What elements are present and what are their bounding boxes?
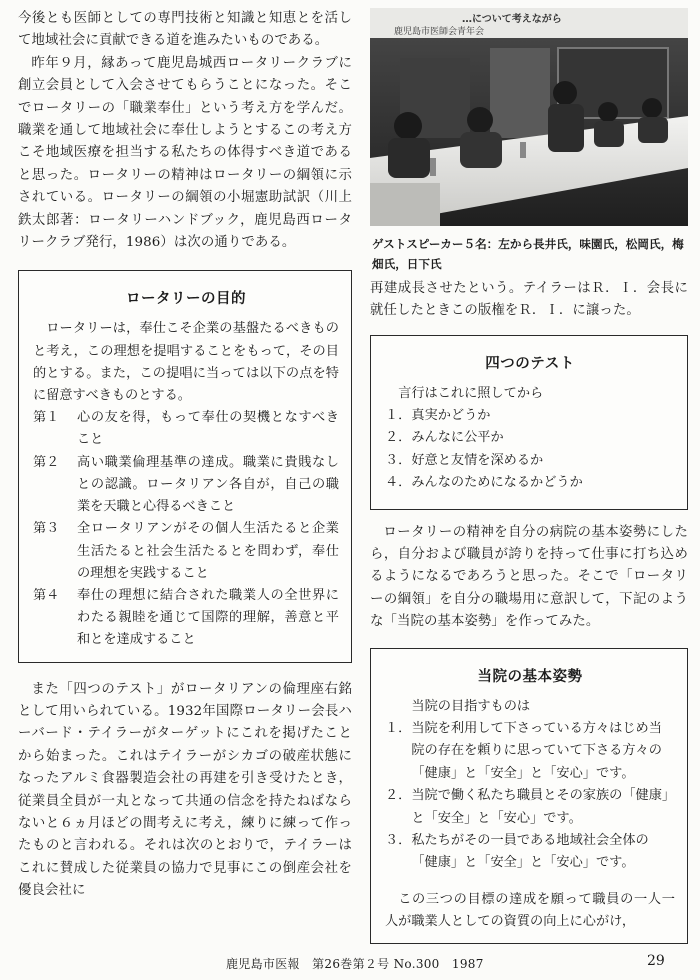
hospital-policy-paragraph: ロータリーの精神を自分の病院の基本姿勢にしたら，自分および職員が誇りを持って仕事に打ち込めるようになるであろうと思った。そこで「ロータリーの綱領」を自分の職場用に意訳して，下記のような「当院の基本姿勢」を作ってみた。 — [370, 524, 688, 630]
purpose-item-text: 高い職業倫理基準の達成。職業に貴賎なしとの認識。ロータリアン各自が，自己の職業を天職と心得るべきこと — [77, 454, 339, 515]
rebuild-paragraph: 再建成長させたという。テイラーはＲ．Ｉ．会長に就任したときこの版権をＲ．Ｉ．に譲った。 — [370, 281, 688, 319]
rotary-purpose-box — [18, 270, 352, 662]
purpose-item-label: 第１ — [33, 410, 60, 426]
four-test-box — [370, 335, 688, 510]
hospital-policy-intro: 当院の目指すものは — [411, 698, 531, 714]
banner-line-1: …について考えながら — [462, 14, 562, 25]
policy-item-text: 私たちがその一員である地域社会全体の「健康」と「安全」と「安心」です。 — [411, 832, 649, 871]
hospital-policy-title: 当院の基本姿勢 — [477, 668, 583, 685]
hospital-policy-closing: この三つの目標の達成を願って職員の一人一人が職業人としての資質の向上に心がけ， — [385, 891, 675, 929]
policy-item-number: ３． — [385, 832, 412, 848]
intro-paragraph: 今後とも医師としての専門技術と知識と知恵とを活して地域社会に貢献できる道を進みたいものである。 — [18, 11, 352, 49]
four-test-item-number: ３． — [385, 452, 412, 468]
four-test-intro: 言行はこれに照してから — [398, 385, 544, 401]
photo-caption: ゲストスピーカー５名：左から長井氏，味園氏，松岡氏，梅畑氏，日下氏 — [372, 237, 684, 271]
four-test-item-text: みんなのためになるかどうか — [411, 475, 583, 491]
four-test-item-text: 真実かどうか — [411, 408, 491, 424]
meeting-photo-graphic — [370, 8, 688, 226]
purpose-item — [33, 585, 339, 652]
page-footer — [0, 953, 700, 975]
four-test-item-text: 好意と友情を深めるか — [411, 452, 544, 468]
four-test-item-number: ２． — [385, 430, 412, 446]
policy-item-text: 当院で働く私たち職員とその家族の「健康」と「安全」と「安心」です。 — [411, 788, 669, 826]
policy-item — [385, 785, 675, 830]
rotary-paragraph: 昨年９月，縁あって鹿児島城西ロータリークラブに創立会員として入会させてもらうことになった。そこでロータリーの「職業奉仕」という考え方を学んだ。職業を通して地域社会に奉仕しようとするこの考え方こそ地域医療を担当する私たちの体得すべき道であると思った。ロータリーの精神はロータリーの綱領に示されている。ロータリーの綱領の小堀憲助試訳（川上鉄太郎著：ロータリーハンドブック，鹿児島西ロータリークラブ発行，1986）は次の通りである。 — [18, 55, 352, 251]
banner-line-2: 鹿児島市医師会青年会 — [394, 27, 485, 37]
four-test-item — [385, 450, 675, 472]
purpose-item-label: 第２ — [33, 454, 60, 470]
policy-item-number: １． — [385, 720, 412, 736]
page-number: 29 — [647, 953, 665, 969]
purpose-item — [33, 518, 339, 585]
four-test-title: 四つのテスト — [485, 355, 575, 372]
four-test-item — [385, 427, 675, 449]
policy-item — [385, 830, 675, 875]
hospital-policy-box — [370, 648, 688, 944]
four-test-item-text: みんなに公平か — [411, 430, 504, 446]
four-test-item — [385, 472, 675, 494]
policy-item — [385, 718, 675, 785]
four-test-item-number: ４． — [385, 475, 412, 491]
purpose-item — [33, 452, 339, 519]
purpose-item-text: 心の友を得，もって奉仕の契機となすべきこと — [77, 410, 339, 448]
policy-item-text: 当院を利用して下さっている方々はじめ当院の存在を頼りに思っていて下さる方々の「健康」と「安全」と「安心」です。 — [411, 720, 662, 781]
rotary-purpose-title: ロータリーの目的 — [126, 291, 246, 308]
purpose-item-text: 奉仕の理想に結合された職業人の全世界にわたる親睦を通じて国際的理解，善意と平和とを達成すること — [77, 587, 339, 648]
meeting-photo — [370, 8, 688, 226]
four-test-history-paragraph: また「四つのテスト」がロータリアンの倫理座右銘として用いられている。1932年国際ロータリー会長ハーバード・テイラーがターゲットにこれを掲げたことから始まった。これはテイラーがシカゴの破産状態になったアルミ食器製造会社の再建を引き受けたとき，従業員全員が一丸となって共通の信念を持たねばならないと６ヵ月ほどの間考えに考え，練りに練って作ったものと言われる。それは次のとおりで，テイラーはこれに賛成した従業員の協力で見事にこの倒産会社を優良会社に — [18, 681, 352, 899]
journal-info: 鹿児島市医報 第26巻第２号 No.300 1987 — [226, 957, 484, 971]
purpose-item-text: 全ロータリアンがその個人生活たると企業生活たると社会生活たるとを問わず，奉仕の理想を実践すること — [77, 521, 339, 581]
four-test-item — [385, 405, 675, 427]
purpose-item-label: 第４ — [33, 587, 60, 603]
purpose-item — [33, 407, 339, 451]
policy-item-number: ２． — [385, 788, 412, 804]
right-column — [370, 8, 688, 944]
rotary-purpose-intro: ロータリーは，奉仕こそ企業の基盤たるべきものと考え，この理想を提唱することをもって，その目的とする。また，この提唱に当っては以下の点を特に留意すべきものとする。 — [33, 321, 339, 404]
purpose-item-label: 第３ — [33, 521, 60, 537]
four-test-item-number: １． — [385, 408, 412, 424]
left-column — [18, 8, 352, 903]
